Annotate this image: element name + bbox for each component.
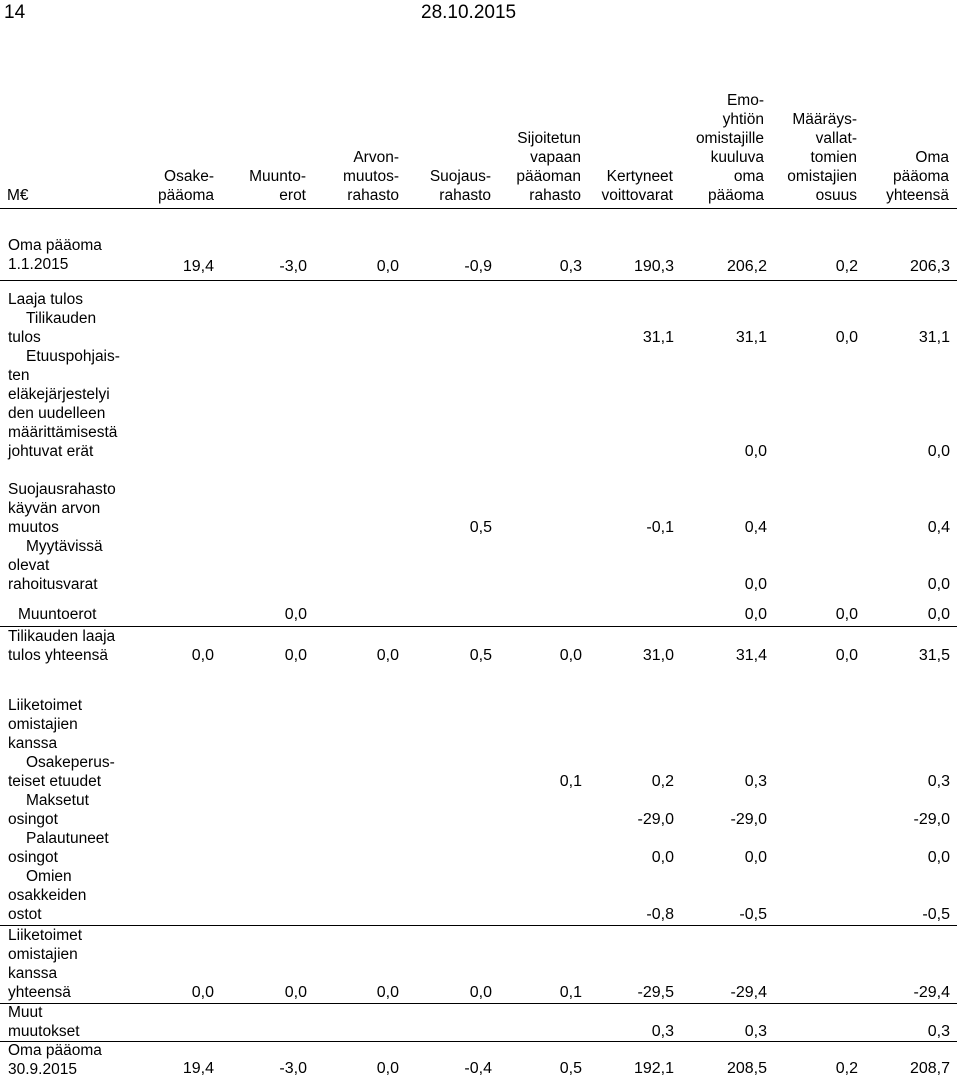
cell-value: -0,5 xyxy=(922,906,950,923)
column-header: Emo- yhtiön omistajille kuuluva oma pääoma xyxy=(695,92,764,204)
cell-value: 0,2 xyxy=(651,773,674,790)
cell-value: 0,3 xyxy=(927,773,950,790)
column-header: Suojaus- rahasto xyxy=(429,168,491,204)
cell-value: 0,5 xyxy=(469,647,492,664)
table-row xyxy=(0,696,957,753)
cell-value: 31,1 xyxy=(735,329,767,346)
row-label: Maksetut osingot xyxy=(8,792,89,828)
page-header xyxy=(4,2,956,26)
cell-value: 0,0 xyxy=(284,647,307,664)
cell-value: 0,0 xyxy=(835,329,858,346)
cell-value: 31,4 xyxy=(735,647,767,664)
row-label: Myytävissä olevat rahoitusvarat xyxy=(8,538,103,593)
cell-value: 0,3 xyxy=(651,1023,674,1040)
cell-value: -29,0 xyxy=(730,811,767,828)
table-row xyxy=(0,309,957,347)
cell-value: -29,0 xyxy=(637,811,674,828)
cell-value: 208,7 xyxy=(909,1060,950,1077)
page-number: 14 xyxy=(4,2,26,23)
cell-value: 190,3 xyxy=(633,258,674,275)
column-header: Oma pääoma yhteensä xyxy=(886,149,949,204)
row-label: Liiketoimet omistajien kanssa xyxy=(8,697,83,752)
cell-value: -0,8 xyxy=(646,906,674,923)
cell-value: -0,4 xyxy=(464,1060,492,1077)
cell-value: -29,4 xyxy=(730,984,767,1001)
table-row xyxy=(0,867,957,926)
cell-value: 0,0 xyxy=(744,849,767,866)
cell-value: 0,3 xyxy=(744,773,767,790)
cell-value: 0,0 xyxy=(559,647,582,664)
cell-value: 0,0 xyxy=(469,984,492,1001)
cell-value: 0,3 xyxy=(744,1023,767,1040)
cell-value: 0,0 xyxy=(835,606,858,623)
cell-value: 0,4 xyxy=(744,519,767,536)
row-label: Tilikauden laaja tulos yhteensä xyxy=(8,628,116,664)
row-label: Omien osakkeiden ostot xyxy=(8,868,87,923)
column-header: Sijoitetun vapaan pääoman rahasto xyxy=(516,130,581,204)
cell-value: -3,0 xyxy=(279,1060,307,1077)
cell-value: 0,0 xyxy=(927,606,950,623)
table-row xyxy=(0,1003,957,1042)
page-date: 28.10.2015 xyxy=(421,2,517,23)
cell-value: 0,0 xyxy=(927,443,950,460)
cell-value: 31,0 xyxy=(642,647,674,664)
table-row xyxy=(0,926,957,1004)
cell-value: 0,2 xyxy=(835,258,858,275)
cell-value: 208,5 xyxy=(726,1060,767,1077)
column-header: Osake- pääoma xyxy=(157,168,214,204)
column-header: Arvon- muutos- rahasto xyxy=(343,149,399,204)
cell-value: 19,4 xyxy=(182,258,214,275)
row-label: Laaja tulos xyxy=(8,291,83,308)
cell-value: 0,0 xyxy=(376,258,399,275)
cell-value: 19,4 xyxy=(182,1060,214,1077)
cell-value: 0,0 xyxy=(927,849,950,866)
column-header: Kertyneet voittovarat xyxy=(601,168,673,204)
cell-value: 0,0 xyxy=(191,647,214,664)
cell-value: -29,5 xyxy=(637,984,674,1001)
cell-value: 0,4 xyxy=(927,519,950,536)
table-row xyxy=(0,290,957,309)
cell-value: 0,0 xyxy=(835,647,858,664)
cell-value: -0,9 xyxy=(464,258,492,275)
row-label: Osakeperus- teiset etuudet xyxy=(8,754,115,790)
cell-value: 0,3 xyxy=(559,258,582,275)
row-label: Tilikauden tulos xyxy=(8,310,97,346)
cell-value: -3,0 xyxy=(279,258,307,275)
table-row xyxy=(0,480,957,537)
table-row xyxy=(0,627,957,669)
cell-value: 0,0 xyxy=(284,606,307,623)
table-row xyxy=(0,236,957,281)
cell-value: 0,0 xyxy=(284,984,307,1001)
table-row xyxy=(0,791,957,829)
cell-value: -0,5 xyxy=(739,906,767,923)
table-row xyxy=(0,753,957,791)
column-header: Määräys- vallat- tomien omistajien osuus xyxy=(787,111,857,204)
row-label: Oma pääoma 30.9.2015 xyxy=(8,1042,102,1078)
row-label: Etuuspohjais- ten eläkejärjestelyi den uudelleen määrittämisestä johtuvat erät xyxy=(8,348,120,460)
row-label: Muut muutokset xyxy=(8,1004,80,1040)
cell-value: 0,2 xyxy=(835,1060,858,1077)
cell-value: 31,1 xyxy=(642,329,674,346)
cell-value: 0,1 xyxy=(559,773,582,790)
cell-value: -0,1 xyxy=(646,519,674,536)
cell-value: -29,0 xyxy=(913,811,950,828)
cell-value: 0,0 xyxy=(744,576,767,593)
cell-value: 0,1 xyxy=(559,984,582,1001)
table-header xyxy=(0,92,957,209)
cell-value: 206,2 xyxy=(726,258,767,275)
cell-value: 192,1 xyxy=(633,1060,674,1077)
cell-value: 0,0 xyxy=(376,647,399,664)
table-row xyxy=(0,1041,957,1078)
cell-value: 0,0 xyxy=(651,849,674,866)
cell-value: 31,5 xyxy=(918,647,950,664)
cell-value: 31,1 xyxy=(918,329,950,346)
row-label: Palautuneet osingot xyxy=(8,830,109,866)
cell-value: -29,4 xyxy=(913,984,950,1001)
cell-value: 206,3 xyxy=(909,258,950,275)
cell-value: 0,5 xyxy=(469,519,492,536)
column-header-unit: M€ xyxy=(7,187,29,204)
table-row xyxy=(0,347,957,461)
cell-value: 0,0 xyxy=(744,606,767,623)
column-header: Muunto- erot xyxy=(249,168,306,204)
cell-value: 0,3 xyxy=(927,1023,950,1040)
row-label: Liiketoimet omistajien kanssa yhteensä xyxy=(8,927,83,1001)
row-label: Oma pääoma 1.1.2015 xyxy=(8,237,102,273)
cell-value: 0,0 xyxy=(744,443,767,460)
table-row xyxy=(0,537,957,594)
cell-value: 0,0 xyxy=(376,1060,399,1077)
table-row xyxy=(0,829,957,867)
cell-value: 0,5 xyxy=(559,1060,582,1077)
row-label: Suojausrahasto käyvän arvon muutos xyxy=(8,481,116,536)
cell-value: 0,0 xyxy=(376,984,399,1001)
cell-value: 0,0 xyxy=(927,576,950,593)
table-row xyxy=(0,604,957,627)
cell-value: 0,0 xyxy=(191,984,214,1001)
row-label: Muuntoerot xyxy=(18,606,97,623)
